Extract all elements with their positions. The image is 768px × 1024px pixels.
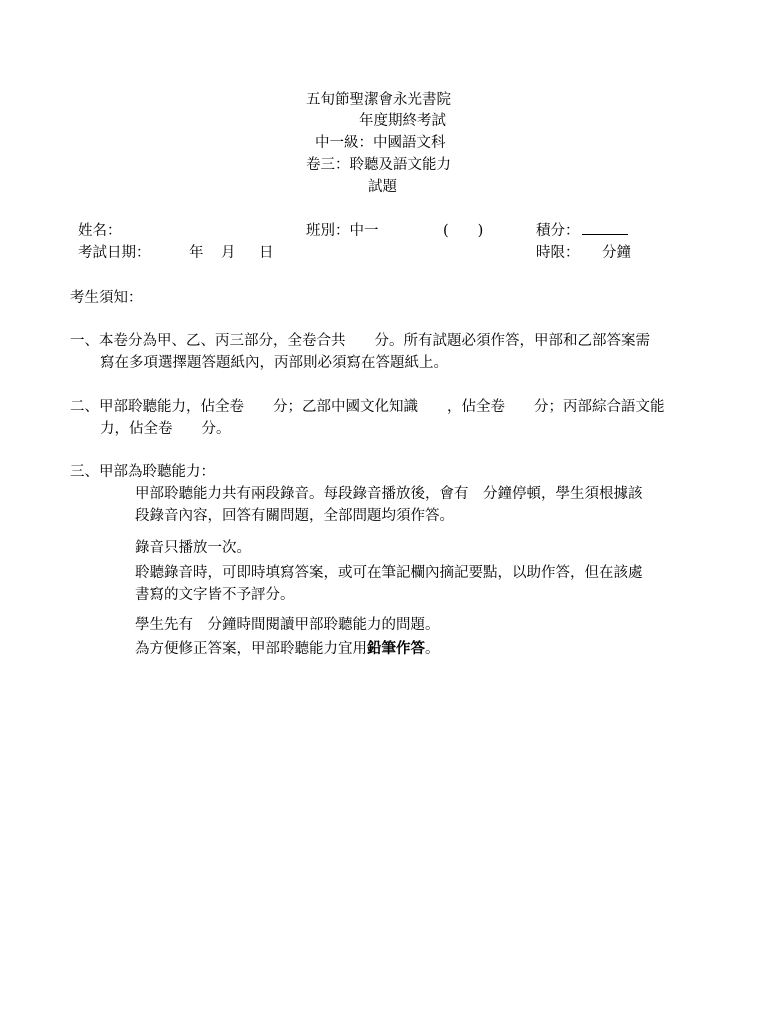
notice-item3-p5-prefix: 為方便修正答案，甲部聆聽能力宜用 <box>135 641 367 657</box>
notice-item3-p4: 學生先有 分鐘時間閱讀甲部聆聽能力的問題。 <box>135 617 440 633</box>
notice-item3-p5-bold: 鉛筆作答 <box>367 640 425 657</box>
class-number-paren: ( ) <box>443 223 484 239</box>
notice-item3-p1-line2: 段錄音內容，回答有關問題，全部問題均須作答。 <box>135 508 454 524</box>
paper-title: 卷三：聆聽及語文能力 <box>306 157 451 173</box>
notice-item3-p5-suffix: 。 <box>425 641 440 657</box>
date-month: 月 <box>221 245 236 261</box>
notice-item2-line2: 力，佔全卷 分。 <box>100 421 231 437</box>
exam-title: 年度期終考試 <box>359 113 446 129</box>
notice-item1-line2: 寫在多項選擇題答題紙內，丙部則必須寫在答題紙上。 <box>100 355 448 371</box>
date-year: 年 <box>189 245 204 261</box>
notice-item2-line1: 二、甲部聆聽能力，佔全卷 分；乙部中國文化知識 ，佔全卷 分；丙部綜合語文能 <box>70 399 665 415</box>
time-limit-label: 時限： <box>536 245 580 261</box>
notice-item3-p5 <box>135 638 440 660</box>
score-field <box>536 220 628 242</box>
notice-heading: 考生須知： <box>70 290 143 306</box>
date-day: 日 <box>259 245 274 261</box>
name-label: 姓名： <box>78 223 122 239</box>
notice-item3-heading: 三、甲部為聆聽能力： <box>70 464 215 480</box>
school-name: 五旬節聖潔會永光書院 <box>306 92 451 108</box>
time-limit-unit: 分鐘 <box>602 245 631 261</box>
paper-type: 試題 <box>368 179 397 195</box>
grade-subject: 中一級：中國語文科 <box>315 135 446 151</box>
notice-item3-p3-line1: 聆聽錄音時，可即時填寫答案，或可在筆記欄內摘記要點，以助作答，但在該處 <box>135 565 643 581</box>
notice-item3-p2: 錄音只播放一次。 <box>135 540 251 556</box>
class-label: 班別：中一 <box>306 223 379 239</box>
notice-item1-line1: 一、本卷分為甲、乙、丙三部分，全卷合共 分。所有試題必須作答，甲部和乙部答案需 <box>70 333 650 349</box>
date-label: 考試日期： <box>78 245 151 261</box>
score-label: 積分： <box>536 223 580 239</box>
score-blank-line <box>582 220 628 235</box>
notice-item3-p1-line1: 甲部聆聽能力共有兩段錄音。每段錄音播放後，會有 分鐘停頓，學生須根據該 <box>135 486 643 502</box>
notice-item3-p3-line2: 書寫的文字皆不予評分。 <box>135 587 295 603</box>
